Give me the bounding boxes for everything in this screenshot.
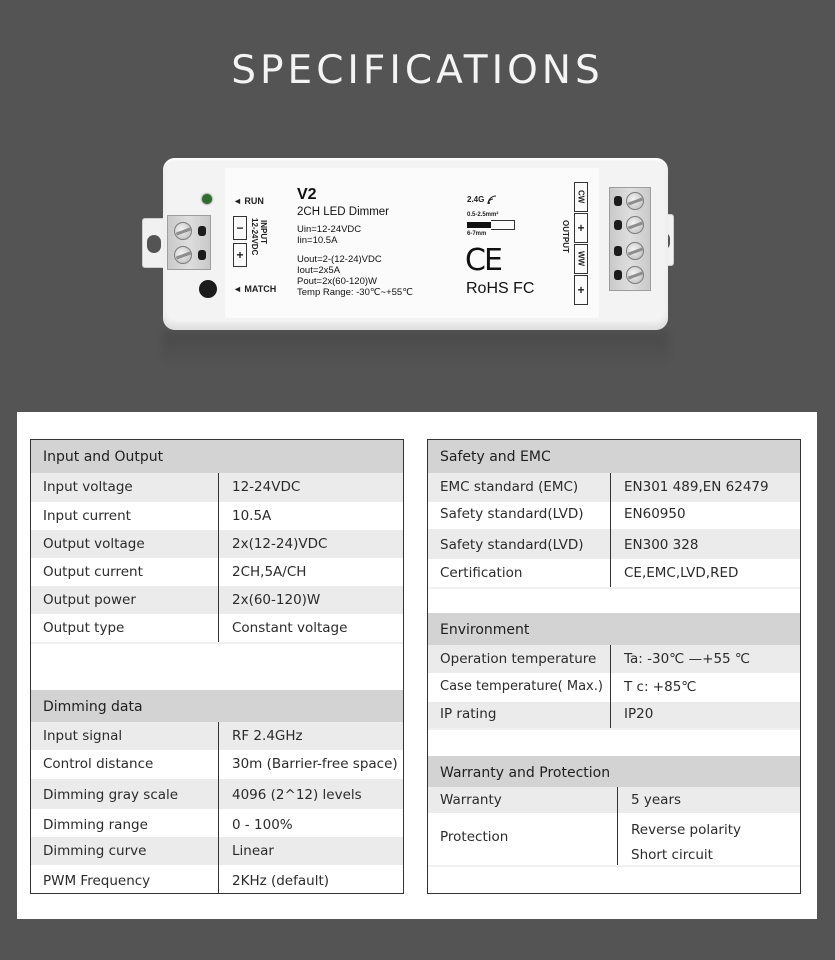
row-value: 0 - 100% <box>232 817 293 833</box>
section-header-safety-emc: Safety and EMC <box>428 440 800 473</box>
spacer <box>31 644 403 690</box>
row-value: Constant voltage <box>232 620 348 636</box>
spec-uin: Uin=12-24VDC <box>297 224 362 235</box>
table-row <box>428 813 800 865</box>
wire-hole-icon <box>614 220 622 230</box>
row-key: Dimming range <box>31 809 219 837</box>
input-plus-label: + <box>233 243 247 267</box>
table-row <box>31 586 403 614</box>
table-row <box>428 702 800 728</box>
row-value: EN60950 <box>624 506 686 522</box>
row-key: Safety standard(LVD) <box>428 529 611 559</box>
row-key: Dimming gray scale <box>31 779 219 809</box>
row-key: Input current <box>31 502 219 530</box>
match-label: ◄ MATCH <box>233 284 277 294</box>
row-value: 2KHz (default) <box>232 873 330 889</box>
row-value-line: Reverse polarity <box>631 822 741 838</box>
wire-hole-icon <box>198 250 206 260</box>
row-value: EN300 328 <box>624 537 699 553</box>
row-key: Input voltage <box>31 473 219 502</box>
row-key: Input signal <box>31 722 219 750</box>
device-model: V2 <box>297 186 317 203</box>
table-row <box>428 673 800 702</box>
spec-table-right <box>427 439 801 894</box>
rf-label: 2.4G <box>467 195 485 204</box>
row-value: 5 years <box>631 792 682 808</box>
spec-temp: Temp Range: -30℃~+55℃ <box>297 287 413 298</box>
row-value-line: Short circuit <box>631 847 713 863</box>
table-row <box>428 529 800 559</box>
output-plus-label: + <box>574 275 588 305</box>
row-value: 2x(60-120)W <box>232 592 321 608</box>
rf-frequency <box>467 195 497 205</box>
spec-iin: Iin=10.5A <box>297 235 338 246</box>
wire-strip-icon <box>467 222 491 228</box>
wire-insulation-icon <box>491 220 515 230</box>
spec-iout: Iout=2x5A <box>297 265 341 276</box>
spacer <box>428 730 800 756</box>
section-header-dimming: Dimming data <box>31 690 403 722</box>
wire-hole-icon <box>614 270 622 280</box>
wire-gauge: 0.5-2.5mm² <box>467 212 499 218</box>
row-value: 30m (Barrier-free space) <box>232 756 398 772</box>
row-value: 10.5A <box>232 508 272 524</box>
table-row <box>31 865 403 894</box>
row-value: 2x(12-24)VDC <box>232 536 328 552</box>
led-dimmer-device <box>163 158 668 330</box>
table-row <box>31 473 403 502</box>
screw-icon <box>626 216 644 234</box>
row-value: IP20 <box>624 706 654 722</box>
screw-icon <box>174 246 192 264</box>
strip-length: 6-7mm <box>467 231 487 237</box>
spec-pout: Pout=2x(60-120)W <box>297 276 377 287</box>
table-row <box>31 558 403 586</box>
output-terminal-block <box>609 187 651 291</box>
table-row <box>31 614 403 642</box>
row-key: Dimming curve <box>31 837 219 865</box>
row-key: Control distance <box>31 750 219 779</box>
table-row <box>31 779 403 809</box>
row-value: RF 2.4GHz <box>232 728 303 744</box>
specs-panel <box>17 412 817 919</box>
row-key: Output power <box>31 586 219 614</box>
spec-uout: Uout=2-(12-24)VDC <box>297 254 382 265</box>
wire-hole-icon <box>198 226 206 236</box>
table-row <box>428 559 800 587</box>
ce-mark-icon: CE <box>465 243 501 278</box>
row-value: Ta: -30℃ —+55 ℃ <box>624 651 751 667</box>
row-key: Safety standard(LVD) <box>428 502 611 529</box>
screw-icon <box>626 242 644 260</box>
section-header-environment: Environment <box>428 613 800 645</box>
row-value: 12-24VDC <box>232 479 301 495</box>
spec-table-left <box>30 439 404 894</box>
row-key: Output current <box>31 558 219 586</box>
output-label: OUTPUT <box>561 220 570 253</box>
row-value: CE,EMC,LVD,RED <box>624 565 739 581</box>
run-led-indicator <box>202 194 212 204</box>
device-shadow <box>163 332 668 370</box>
run-label: ◄ RUN <box>233 196 264 206</box>
row-value: EN301 489,EN 62479 <box>624 479 769 495</box>
input-terminal-block <box>167 215 211 270</box>
row-key: Protection <box>428 813 618 865</box>
row-key: Output type <box>31 614 219 642</box>
table-row <box>31 750 403 779</box>
section-header-warranty: Warranty and Protection <box>428 756 800 787</box>
row-key: Operation temperature <box>428 645 611 673</box>
table-row <box>31 809 403 837</box>
section-header-input-output: Input and Output <box>31 440 403 473</box>
spacer <box>428 589 800 613</box>
match-button[interactable] <box>199 280 217 298</box>
input-minus-label: − <box>233 216 247 240</box>
row-key: PWM Frequency <box>31 865 219 894</box>
row-value: 2CH,5A/CH <box>232 564 307 580</box>
table-row <box>428 502 800 529</box>
device-name: 2CH LED Dimmer <box>297 206 390 218</box>
table-row <box>31 837 403 865</box>
output-plus-label: + <box>574 213 588 243</box>
table-row <box>428 645 800 673</box>
row-value: Linear <box>232 843 274 859</box>
table-row <box>428 787 800 813</box>
page-title: SPECIFICATIONS <box>231 48 604 93</box>
device-label <box>225 168 599 318</box>
table-row <box>31 502 403 530</box>
row-key: IP rating <box>428 702 611 728</box>
row-value: 4096 (2^12) levels <box>232 787 362 803</box>
table-row <box>31 722 403 750</box>
table-row <box>31 530 403 558</box>
row-key: Certification <box>428 559 611 587</box>
rohs-fcc-marks: RoHS FC <box>466 280 535 297</box>
screw-icon <box>626 192 644 210</box>
output-cw-label: CW <box>574 182 588 212</box>
row-key: Output voltage <box>31 530 219 558</box>
screw-icon <box>626 266 644 284</box>
row-key: EMC standard (EMC) <box>428 473 611 502</box>
wire-hole-icon <box>614 196 622 206</box>
input-label: INPUT <box>259 220 268 244</box>
output-ww-label: WW <box>574 244 588 274</box>
wifi-signal-icon <box>487 195 497 205</box>
screw-icon <box>174 222 192 240</box>
wire-hole-icon <box>614 246 622 256</box>
row-value: T c: +85℃ <box>624 679 697 695</box>
input-voltage-label: 12-24VDC <box>250 218 259 256</box>
row-key: Case temperature( Max.) <box>428 673 611 702</box>
row-value <box>618 813 800 865</box>
table-row <box>428 473 800 502</box>
row-key: Warranty <box>428 787 618 813</box>
